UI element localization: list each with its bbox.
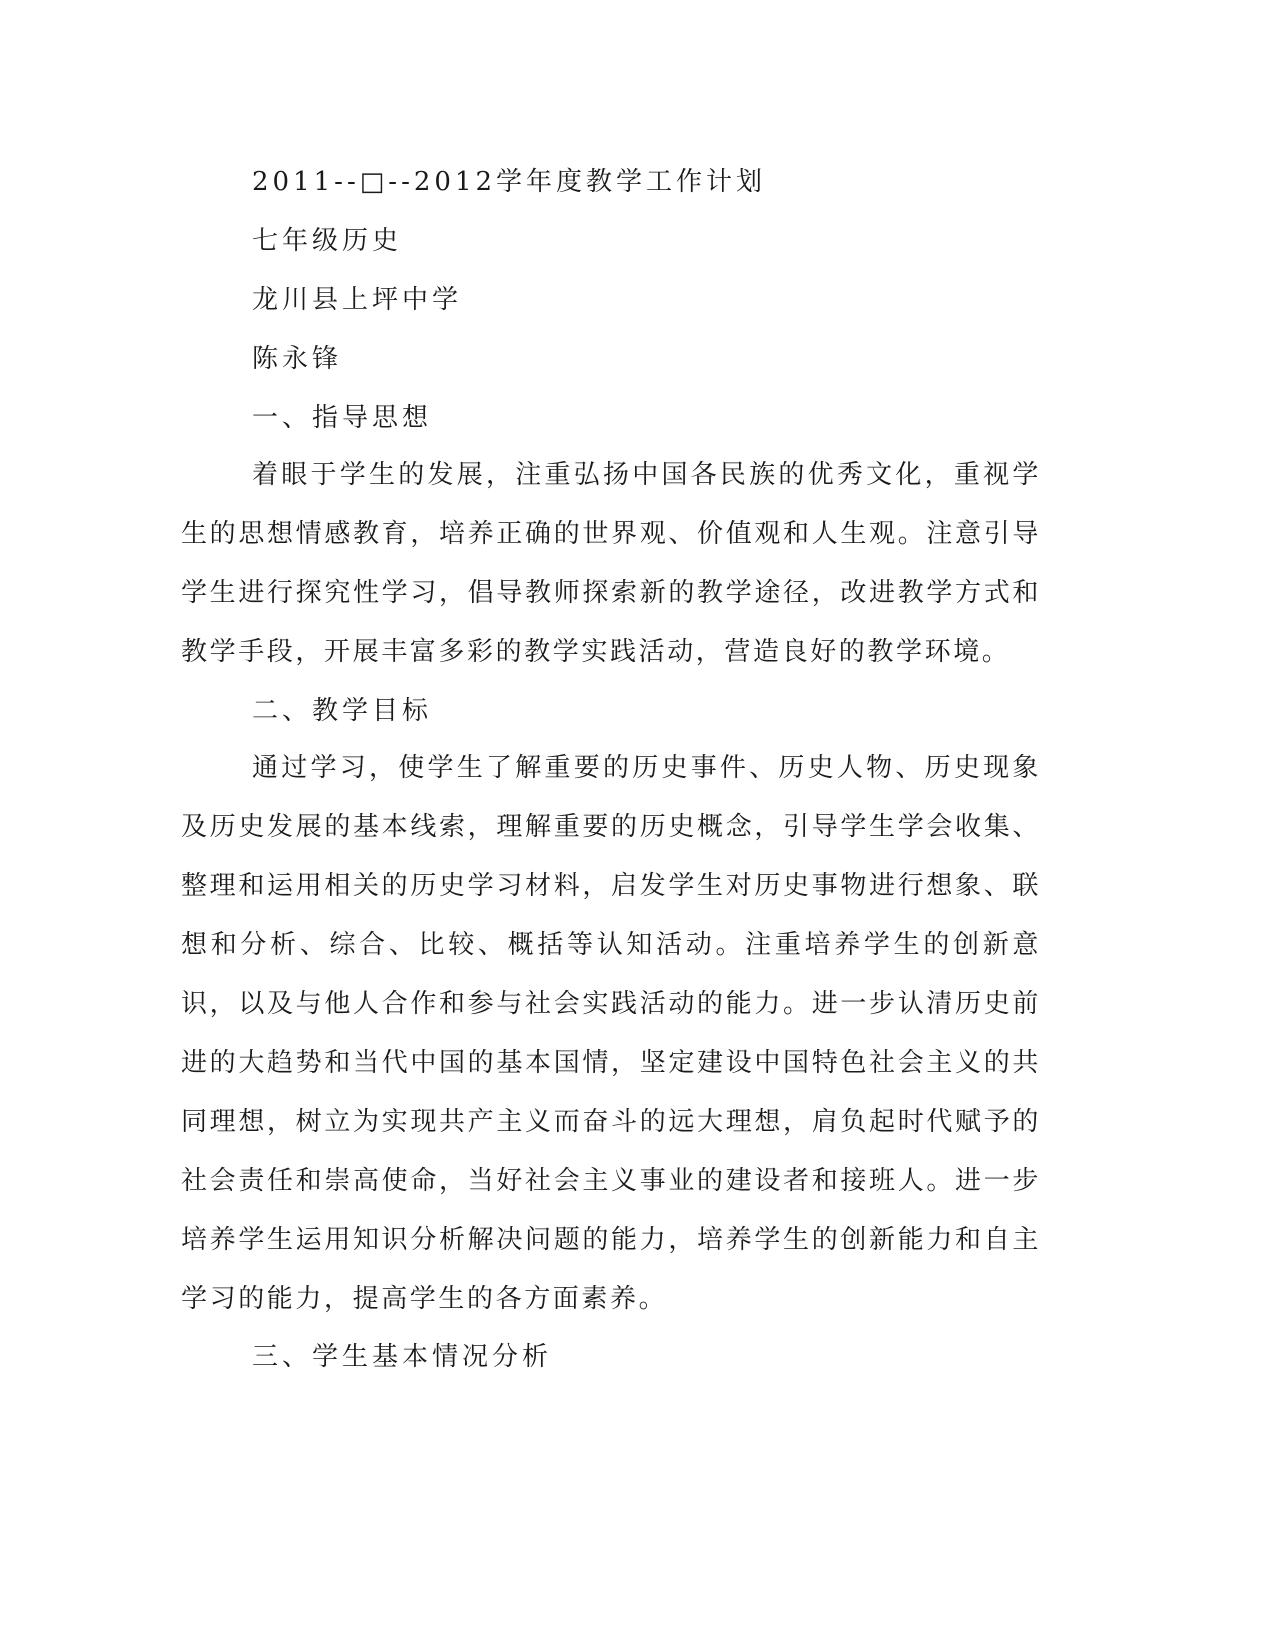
school-name: 龙川县上坪中学 [252,285,463,315]
section-heading-teaching-goals: 二、教学目标 [252,696,433,726]
section-body-teaching-goals: 通过学习，使学生了解重要的历史事件、历史人物、历史现象及历史发展的基本线索，理解重要的历史概念，引导学生学会收集、整理和运用相关的历史学习材料，启发学生对历史事物进行想象、联想和分析、综合、比较、概括等认知活动。注重培养学生的创新意识，以及与他人合作和参与社会实践活动的能力。进一步认清历史前进的大趋势和当代中国的基本国情，坚定建设中国特色社会主义的共同理想，树立为实现共产主义而奋斗的远大理想，肩负起时代赋予的社会责任和崇高使命，当好社会主义事业的建设者和接班人。进一步培养学生运用知识分析解决问题的能力，培养学生的创新能力和自主学习的能力，提高学生的各方面素养。 [181,753,1041,1314]
subject-line: 七年级历史 [252,226,403,256]
section-body-guiding-ideology: 着眼于学生的发展，注重弘扬中国各民族的优秀文化，重视学生的思想情感教育，培养正确的世界观、价值观和人生观。注意引导学生进行探究性学习，倡导教师探索新的教学途径，改进教学方式和教学手段，开展丰富多彩的教学实践活动，营造良好的教学环境。 [181,460,1041,667]
author-name: 陈永锋 [252,344,343,374]
section-heading-guiding-ideology: 一、指导思想 [252,403,433,433]
document-title: 2011--□--2012学年度教学工作计划 [252,167,767,197]
section-heading-student-analysis: 三、学生基本情况分析 [252,1342,553,1372]
